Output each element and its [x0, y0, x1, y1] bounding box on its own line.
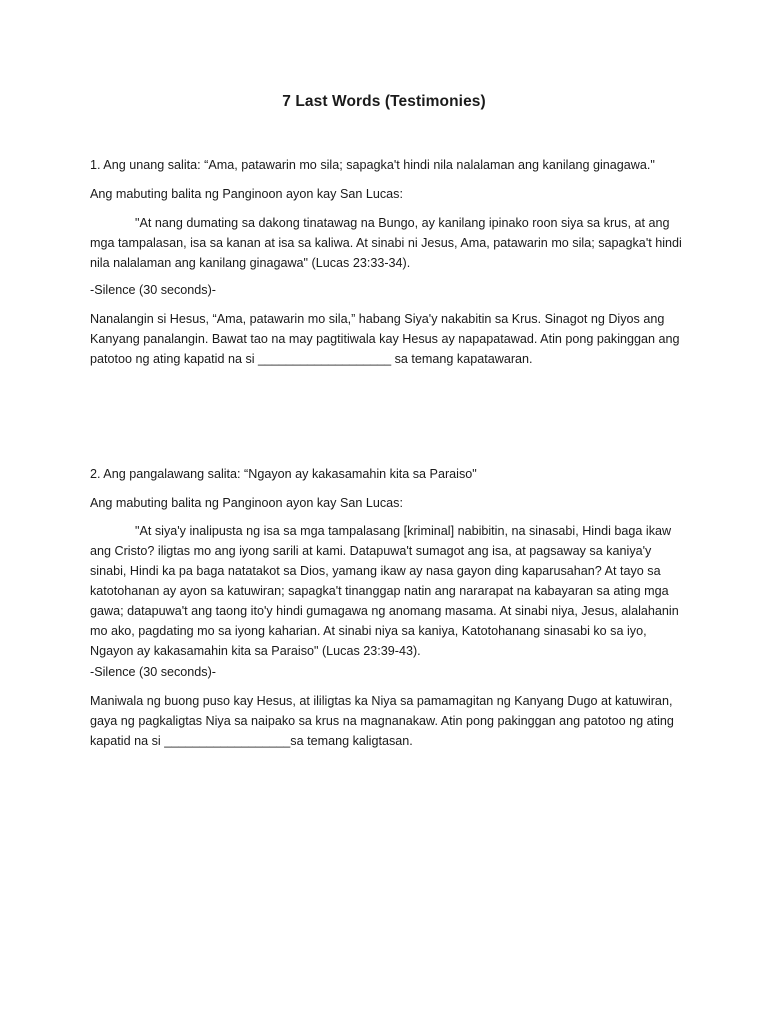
- section2-reflection: Maniwala ng buong puso kay Hesus, at ililigtas ka Niya sa pamamagitan ng Kanyang Dugo at katuwiran, gaya ng pagkaligtas Niya sa naipako sa krus na magnanakaw. Atin pong pakinggan ang patotoo ng ating kapatid na si __________________sa temang kaligtasan.: [90, 694, 678, 748]
- section2-scripture: "At siya'y inalipusta ng isa sa mga tampalasang [kriminal] nabibitin, na sinasabi, Hindi baga ikaw ang Cristo? iligtas mo ang iyong sarili at kami. Datapuwa't sumagot ang isa, at pagsaway sa kaniya'y sinabi, Hindi ka pa baga natatakot sa Dios, yamang ikaw ay nasa gayon ding kaparusahan? At tayo sa katotohanan ay ayon sa katuwiran; sapagka't tinanggap natin ang nararapat na kabayaran sa ating mga gawa; datapuwa't ang taong ito'y hindi gumagawa ng anomang masama. At sinabi niya, Jesus, alalahanin mo ako, pagdating mo sa iyong kaharian. At sinabi niya sa kaniya, Katotohanang sinasabi ko sa iyo, Ngayon ay kakasamahin kita sa Paraiso" (Lucas 23:39-43).: [90, 524, 683, 658]
- section1-reflection: Nanalangin si Hesus, “Ama, patawarin mo sila,” habang Siya'y nakabitin sa Krus. Sinagot ng Diyos ang Kanyang panalangin. Bawat tao na may pagtitiwala kay Hesus ay napapatawad. Atin pong pakinggan ang patotoo ng ating kapatid na si ___________________ sa temang kapatawaran.: [90, 312, 684, 366]
- section1-silence: -Silence (30 seconds)-: [90, 283, 216, 297]
- document-title: 7 Last Words (Testimonies): [282, 93, 486, 110]
- section1-gospel-intro: Ang mabuting balita ng Panginoon ayon kay San Lucas:: [90, 187, 403, 201]
- section2-heading: 2. Ang pangalawang salita: “Ngayon ay kakasamahin kita sa Paraiso": [90, 467, 477, 481]
- section1-heading: 1. Ang unang salita: “Ama, patawarin mo sila; sapagka't hindi nila nalalaman ang kanilang ginagawa.": [90, 158, 655, 172]
- section2-gospel-intro: Ang mabuting balita ng Panginoon ayon kay San Lucas:: [90, 496, 403, 510]
- section2-silence: -Silence (30 seconds)-: [90, 665, 216, 679]
- section1-scripture: "At nang dumating sa dakong tinatawag na Bungo, ay kanilang ipinako roon siya sa krus, at ang mga tampalasan, isa sa kanan at isa sa kaliwa. At sinabi ni Jesus, Ama, patawarin mo sila; sapagka't hindi nila nalalaman ang kanilang ginagawa" (Lucas 23:33-34).: [90, 216, 686, 270]
